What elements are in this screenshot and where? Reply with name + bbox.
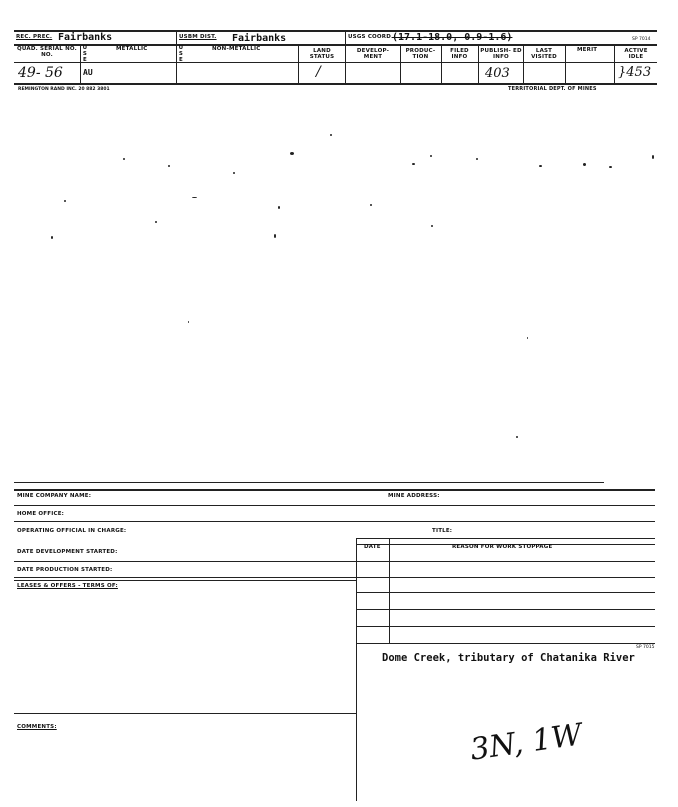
col-use-nonmetallic: U S E [178,45,184,63]
col-production: PRODUC- TION [405,48,436,60]
col-last-visited: LAST VISITED [531,48,557,60]
col-active-idle: ACTIVE IDLE [624,48,648,60]
quad-serial-value: 49- 56 [18,65,63,81]
date-development-label: DATE DEVELOPMENT STARTED: [17,549,118,555]
usbm-dist-label: USBM DIST. [179,34,217,40]
col-filed-info: FILED INFO [450,48,469,60]
active-idle-value: }453 [618,65,652,80]
rec-prec-label: REC. PREC. [16,34,53,40]
col-metallic: METALLIC [116,46,148,52]
date-column-label: DATE [364,544,381,550]
col-development: DEVELOP- MENT [356,48,390,60]
comments-label: COMMENTS: [17,724,57,730]
printer-imprint: REMINGTON RAND INC. 20 882 3801 [18,87,110,92]
handwritten-coordinates: 3N, 1W [468,717,585,768]
operating-official-label: OPERATING OFFICIAL IN CHARGE: [17,528,127,534]
col-published-info: PUBLISH- ED INFO [480,48,522,60]
col-merit: MERIT [577,47,598,53]
department-imprint: TERRITORIAL DEPT. OF MINES [508,86,597,92]
published-info-value: 403 [485,66,510,81]
usbm-dist-value: Fairbanks [232,33,287,44]
title-label: TITLE: [432,528,453,534]
home-office-label: HOME OFFICE: [17,511,65,517]
date-production-label: DATE PRODUCTION STARTED: [17,567,113,573]
land-status-value: / [316,64,321,80]
usgs-coord-value: (17.1-18.0, 0.9-1.6) [392,32,513,43]
location-description: Dome Creek, tributary of Chatanika River [382,652,635,664]
leases-label: LEASES & OFFERS - TERMS OF: [17,583,118,589]
col-land-status: LAND STATUS [309,48,335,60]
col-quad-serial: QUAD. SERIAL NO. NO. [17,46,77,58]
form-number: SP 7014 [632,37,651,42]
col-use-metallic: U S E [82,45,88,63]
metallic-value: AU [83,68,93,77]
usgs-coord-label: USGS COORD. [348,34,394,40]
reason-column-label: REASON FOR WORK STOPPAGE [452,544,553,550]
mine-company-name-label: MINE COMPANY NAME: [17,493,92,499]
mine-address-label: MINE ADDRESS: [388,493,440,499]
col-non-metallic: NON-METALLIC [212,46,261,52]
form-number-2: SP 7015 [636,645,655,650]
rec-prec-value: Fairbanks [58,32,113,43]
